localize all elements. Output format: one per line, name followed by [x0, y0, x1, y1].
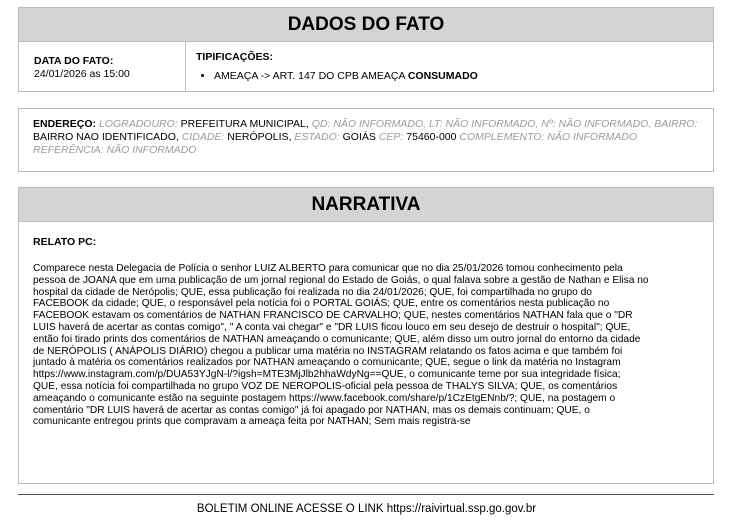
relato-text [33, 263, 701, 428]
relato-line: comunicante entregou prints que compravam a ameaça feita por NATHAN; Sem mais registra-se [33, 416, 471, 428]
section-title: DADOS DO FATO [19, 8, 713, 42]
data-do-fato-value: 24/01/2026 as 15:00 [34, 68, 130, 80]
bairro-value: BAIRRO NAO IDENTIFICADO, [33, 131, 179, 144]
relato-label: RELATO PC: [33, 236, 97, 248]
relato-line: LUIS haverá de acertar as contas comigo", " A conta vai chegar" e "DR LUIS ficou louco em seu desejo de destruir o hospital"; QUE, [33, 321, 631, 333]
tipificacoes-label: TIPIFICAÇÕES: [196, 51, 274, 63]
data-do-fato-label: DATA DO FATO: [34, 55, 114, 67]
estado-value: GOIÁS [342, 131, 376, 144]
endereco-label: ENDEREÇO: [33, 118, 97, 130]
endereco-text: ENDEREÇO: LOGRADOURO: PREFEITURA MUNICIPAL, QD: NÃO INFORMADO, LT: NÃO INFORMADO, Nº: NÃO INFORMADO, BAIRRO: BAIRRO NAO IDENTIFICADO, CIDADE: NERÓPOLIS, ESTADO: GOIÁS CEP: 75460-000 COMPLEMENTO: NÃO INFORMADO REFERÊNCIA: NÃO INFORMADO [33, 118, 698, 157]
relato-line: então foi tirado prints dos comentários de NATHAN ameaçando o comunicante; QUE, além disso um outro jornal do entorno da cidade [33, 333, 641, 345]
cidade-value: NERÓPOLIS, [227, 131, 292, 144]
logradouro-value: PREFEITURA MUNICIPAL, [180, 118, 309, 130]
section-title: NARRATIVA [19, 188, 713, 222]
data-do-fato-cell [19, 41, 186, 92]
relato-line: QUE, essa notícia foi compartilhada no grupo VOZ DE NEROPOLIS-oficial pela pessoa de THALYS SILVA; QUE, os comentários [33, 380, 618, 392]
relato-line: FACEBOOK estavam os comentários de NATHAN FRANCISCO DE CARVALHO; QUE, nestes comentários NATHAN fala que o "DR [33, 310, 633, 322]
cep-value: 75460-000 [406, 131, 457, 144]
narrativa-section [18, 187, 714, 484]
relato-line: pessoa de JOANA que em uma publicação de um jornal regional do Estado de Goiás, o qual falava sobre a gestão de Nathan e Elisa no [33, 274, 649, 286]
tipificacao-item: • AMEAÇA -> ART. 147 DO CPB AMEAÇA CONSUMADO [214, 70, 478, 82]
relato-line: ameaçando o comunicante estão na seguinte postagem https://www.facebook.com/share/p/1CzEtgENnb/?; QUE, na postagem o [33, 392, 616, 404]
relato-line: FACEBOOK da cidade; QUE, o responsável pela notícia foi o PORTAL GOIÁS; QUE, entre os comentários nesta publicação no [33, 298, 610, 310]
footer-text: BOLETIM ONLINE ACESSE O LINK https://raivirtual.ssp.go.gov.br [196, 503, 537, 515]
relato-line: juntado à matéria os comentários realizados por NATHAN ameaçando o comunicante; QUE, segue o link da matéria no Instagram [33, 357, 621, 369]
footer-divider [18, 494, 714, 495]
dados-do-fato-section [18, 7, 714, 92]
relato-line: hospital da cidade de Nerópolis; QUE, essa publicação foi realizada no dia 24/01/2026; QUE, foi compartilhada no grupo do [33, 286, 592, 298]
relato-line: https://www.instagram.com/p/DUA53YJgN-l/?igsh=MTE3MjJlb2hhaWdyNg==QUE, o comunicante teme por sua integridade física; [33, 369, 621, 381]
relato-line: comentário "DR LUIS haverá de acertar as contas comigo" já foi apagado por NATHAN, mas os demais continuam; QUE, o [33, 404, 590, 416]
tipificacoes-list [196, 70, 478, 82]
relato-line: de NERÓPOLIS ( ANÁPOLIS DIÁRIO) chegou a publicar uma matéria no INSTAGRAM relatando os fatos acima e que também foi [33, 345, 623, 357]
relato-line: Comparece nesta Delegacia de Polícia o senhor LUIZ ALBERTO para comunicar que no dia 25/01/2026 tomou conhecimento pela [33, 263, 623, 274]
endereco-section [18, 108, 714, 172]
tipificacoes-cell [185, 41, 713, 92]
